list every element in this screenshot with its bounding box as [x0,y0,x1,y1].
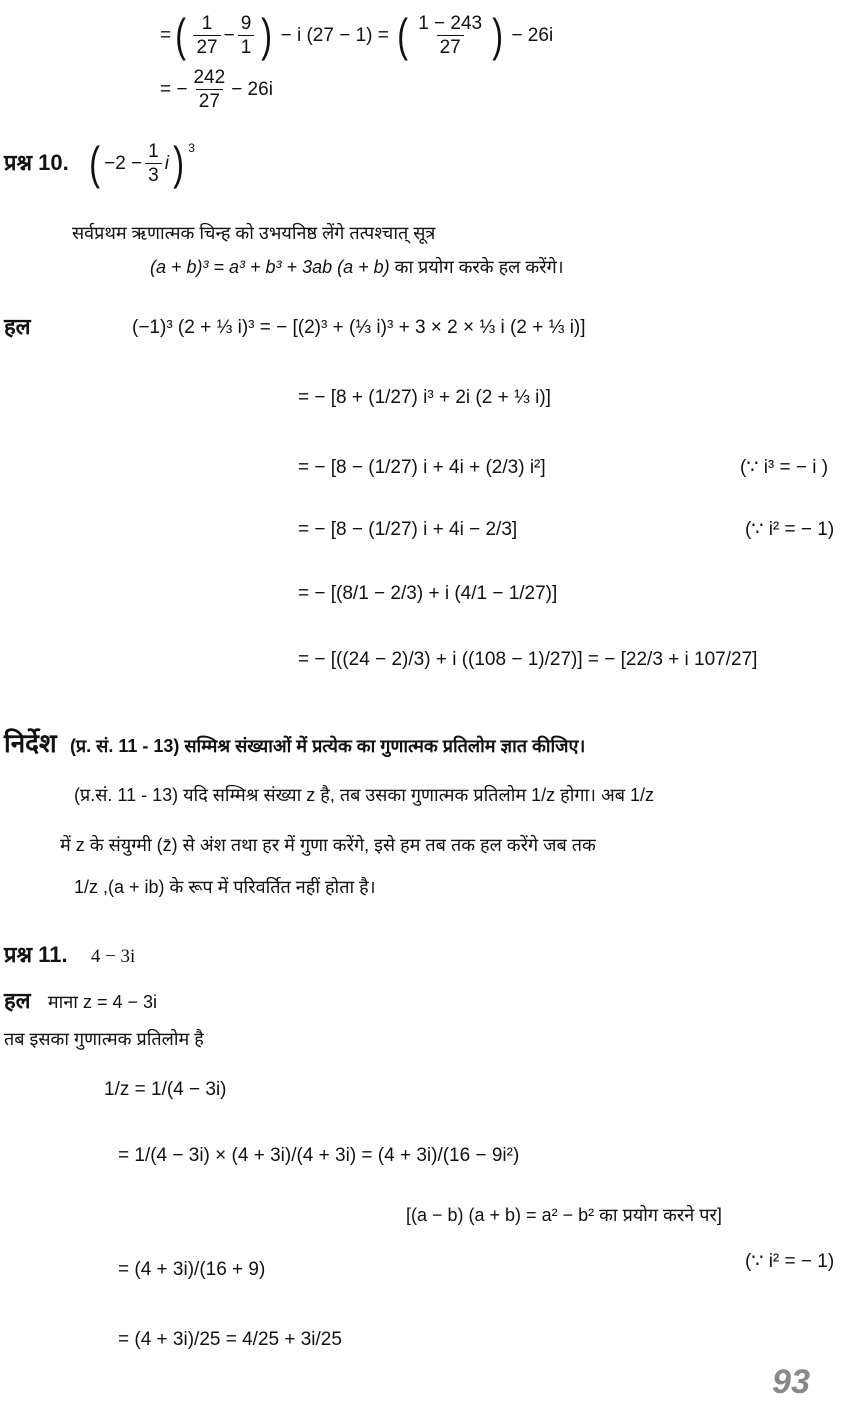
fraction: $\frac{1}{27}$ [193,14,220,57]
question-10: प्रश्न 10. ( −2 − $\frac{1}{3}$ i ) $^3$ [4,137,195,189]
q10-step-2: = − [8 + (1/27) i³ + 2i (2 + ⅓ i)] [298,387,551,408]
top-line-1: = ( $\frac{1}{27}$ − $\frac{9}{1}$ ) − i (27 − 1) = ( $\frac{1 - 243}{27}$ ) − 26i [160,9,554,61]
question-11: प्रश्न 11. 4 − 3i [4,942,136,967]
fraction: $\frac{9}{1}$ [238,14,255,57]
direction-p3: 1/z ,(a + ib) के रूप में परिवर्तित नहीं होता है। [74,877,376,897]
q11-eq-1: 1/z = 1/(4 − 3i) [104,1079,227,1100]
q10-intro-1: सर्वप्रथम ऋणात्मक चिन्ह को उभयनिष्ठ लेंगे तत्पश्चात् सूत्र [72,223,436,243]
page-number: 93 [772,1363,810,1401]
q11-eq-4: = (4 + 3i)/25 = 4/25 + 3i/25 [118,1329,342,1350]
q10-step-5: = − [(8/1 − 2/3) + i (4/1 − 1/27)] [298,583,558,604]
fraction: $\frac{242}{27}$ [193,67,226,112]
direction-p2: में z के संयुग्मी (z̄) से अंश तथा हर में गुणा करेंगे, इसे हम तब तक हल करेंगे जब तक [60,835,596,855]
q10-step-4: = − [8 − (1/27) i + 4i − 2/3] [298,519,518,540]
q10-step-3: = − [8 − (1/27) i + 4i + (2/3) i²] [298,457,546,478]
fraction: $\frac{1}{3}$ [145,142,162,185]
solution-label: हल [4,314,31,339]
q11-eq-2-note: [(a − b) (a + b) = a² − b² का प्रयोग करने पर] [406,1205,722,1225]
top-line-2: = − $\frac{242}{27}$ − 26i [160,67,273,112]
question-label: प्रश्न 11. [4,942,68,967]
q11-solution-line: हल माना z = 4 − 3i [4,988,158,1013]
q10-step-4-note: (∵ i² = − 1) [745,519,835,540]
question-label: प्रश्न 10. [4,150,69,175]
q11-eq-2: = 1/(4 − 3i) × (4 + 3i)/(4 + 3i) = (4 + 3i)/(16 − 9i²) [118,1145,520,1166]
q10-intro-2: (a + b)³ = a³ + b³ + 3ab (a + b) का प्रयोग करके हल करेंगे। [150,257,564,277]
q10-step-1: (−1)³ (2 + ⅓ i)³ = − [(2)³ + (⅓ i)³ + 3 × 2 × ⅓ i (2 + ⅓ i)] [132,317,586,338]
fraction: $\frac{1 - 243}{27}$ [418,12,483,58]
q11-eq-3: = (4 + 3i)/(16 + 9) [118,1259,266,1280]
q11-eq-3-note: (∵ i² = − 1) [745,1251,835,1272]
q10-step-3-note: (∵ i³ = − i ) [740,457,829,478]
q10-step-6: = − [((24 − 2)/3) + i ((108 − 1)/27)] = − [22/3 + i 107/27] [298,649,758,670]
direction-p1: (प्र.सं. 11 - 13) यदि सम्मिश्र संख्या z है, तब उसका गुणात्मक प्रतिलोम 1/z होगा। अब 1/z [74,785,655,805]
direction-heading: निर्देश (प्र. सं. 11 - 13) सम्मिश्र संख्याओं में प्रत्येक का गुणात्मक प्रतिलोम ज्ञात कीजिए। [4,728,586,758]
q11-then: तब इसका गुणात्मक प्रतिलोम है [4,1029,204,1049]
